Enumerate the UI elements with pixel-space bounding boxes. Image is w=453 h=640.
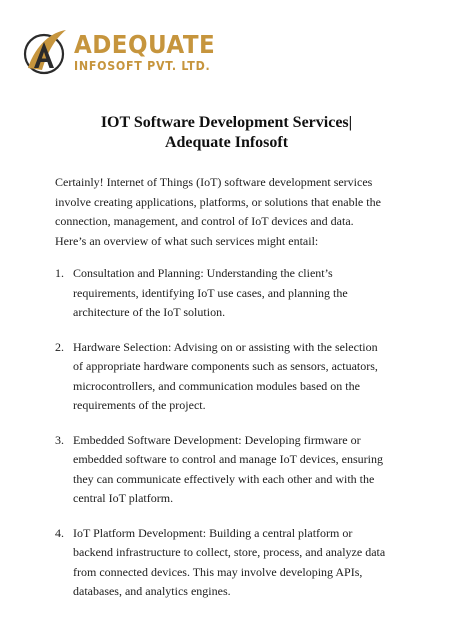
list-line: requirements of the project. bbox=[73, 398, 206, 412]
list-item bbox=[55, 264, 415, 323]
list-line: Hardware Selection: Advising on or assisting with the selection bbox=[73, 339, 378, 354]
document-title bbox=[30, 113, 423, 153]
list-line: Consultation and Planning: Understanding the client’s bbox=[73, 266, 333, 280]
intro-line: connection, management, and control of IoT devices and data. bbox=[55, 214, 354, 228]
list-item bbox=[55, 524, 415, 602]
list-line: architecture of the IoT solution. bbox=[73, 305, 226, 319]
title-line: Adequate Infosoft bbox=[164, 134, 289, 151]
list-line: IoT Platform Development: Building a central platform or bbox=[73, 525, 353, 540]
services-list bbox=[55, 264, 415, 602]
list-line: they can communicate effectively with each other and with the bbox=[73, 471, 375, 486]
intro-line: Certainly! Internet of Things (IoT) software development services bbox=[55, 175, 373, 189]
list-line: databases, and analytics engines. bbox=[73, 584, 231, 598]
list-line: Embedded Software Development: Developing firmware or bbox=[73, 432, 361, 447]
list-line: backend infrastructure to collect, store, process, and analyze data bbox=[73, 545, 386, 559]
list-number: 4. bbox=[55, 525, 64, 540]
intro-line: Here’s an overview of what such services might entail: bbox=[55, 233, 319, 248]
list-item bbox=[55, 431, 415, 509]
title-line: IOT Software Development Services| bbox=[100, 114, 353, 131]
logo-subtitle: INFOSOFT PVT. LTD. bbox=[74, 59, 211, 73]
list-line: from connected devices. This may involve developing APIs, bbox=[73, 564, 363, 579]
list-line: central IoT platform. bbox=[73, 491, 174, 505]
company-logo bbox=[22, 24, 228, 80]
logo-name: ADEQUATE bbox=[74, 30, 216, 59]
intro-paragraph bbox=[55, 173, 410, 251]
intro-line: involve creating applications, platforms, or solutions that enable the bbox=[55, 194, 381, 209]
list-number: 1. bbox=[55, 266, 64, 280]
list-line: microcontrollers, and communication modules based on the bbox=[73, 378, 360, 393]
list-item bbox=[55, 338, 415, 416]
list-number: 3. bbox=[55, 432, 64, 447]
list-number: 2. bbox=[55, 339, 64, 354]
list-line: of appropriate hardware components such as sensors, actuators, bbox=[73, 359, 378, 373]
list-line: embedded software to control and manage IoT devices, ensuring bbox=[73, 452, 384, 466]
adequate-logo-icon bbox=[22, 24, 70, 80]
list-line: requirements, identifying IoT use cases, and planning the bbox=[73, 285, 348, 300]
